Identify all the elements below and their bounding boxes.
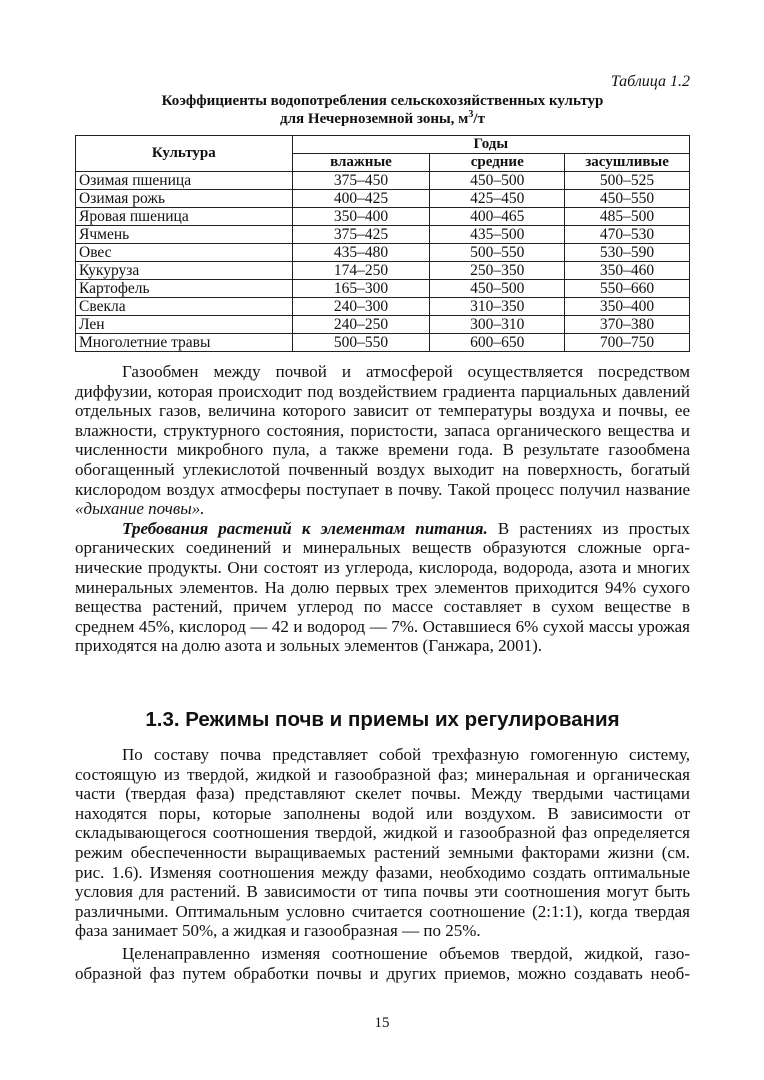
table-title [75, 92, 690, 128]
header-years: Годы [292, 136, 689, 154]
table-title-line2: для Нечерноземной зоны, $м^3/т$ [280, 109, 485, 127]
table-row: Яровая пшеница 350–400 400–465 485–500 [76, 208, 690, 226]
header-wet: влажные [292, 154, 430, 172]
header-dry: засушливые [565, 154, 690, 172]
table-row: Многолетние травы 500–550 600–650 700–750 [76, 334, 690, 352]
page-number: 15 [374, 1015, 390, 1031]
paragraph-gas-exchange: Газообмен между почвой и атмосферой осуществляется посредством диффузии, которая происходит под воздействием градиента парциальных давлений отдельных газов, величина которого зависит от температуры воздуха и почвы, ее влажности, структурного состояния, пористости, запаса органического вещества и численности микробного пула, а также времени года. В результате газообмена обогащенный углекислотой почвенный воздух выходит на поверхность, богатый кислородом воздух атмосферы поступает в почву. Такой процесс получил название «дыхание почвы». [75, 362, 690, 519]
header-crop: Культура [76, 136, 293, 172]
paragraph-targeted: Целенаправленно изменяя соотношение объемов твердой, жидкой, газообразной фаз путем обработки почвы и других приемов, можно создавать необ- [75, 943, 690, 983]
water-consumption-table [75, 135, 690, 352]
table-row: Свекла 240–300 310–350 350–400 [76, 298, 690, 316]
table-row: Кукуруза 174–250 250–350 350–460 [76, 262, 690, 280]
table-row: Озимая пшеница 375–450 450–500 500–525 [76, 172, 690, 190]
paragraph-lead-nutrition: Требования растений к элементам питания. [122, 518, 488, 538]
table-title-line1: Коэффициенты водопотребления сельскохозяйственных культур [161, 93, 604, 109]
term-soil-breathing: «дыхание почвы». [75, 499, 205, 519]
table-row: Ячмень 375–425 435–500 470–530 [76, 226, 690, 244]
paragraph-nutrition: Требования растений к элементам питания. В растениях из простых органических соединений и минеральных веществ образуются сложные органические продукты. Они состоят из углерода, кислорода, водорода, азота и многих минеральных элементов. На долю первых трех элементов приходится 94% сухого вещества растений, причем углерод по массе составляет в сухом веществе в среднем 45%, кислород — 42 и водород — 7%. Оставшиеся 6% сухой массы урожая приходятся на долю азота и зольных элементов (Ганжара, 2001). [75, 518, 691, 656]
body-text-upper [75, 362, 690, 656]
section-heading: 1.3. Режимы почв и приемы их регулирования [145, 708, 620, 731]
table-label: Таблица 1.2 [610, 73, 690, 90]
header-average: средние [430, 154, 565, 172]
table-header-row [76, 136, 690, 154]
table-row: Овес 435–480 500–550 530–590 [76, 244, 690, 262]
table-row: Картофель 165–300 450–500 550–660 [76, 280, 690, 298]
table-row: Озимая рожь 400–425 425–450 450–550 [76, 190, 690, 208]
table-row: Лен 240–250 300–310 370–380 [76, 316, 690, 334]
paragraph-composition: По составу почва представляет собой трехфазную гомогенную систему, состоящую из твердой, жидкой и газообразной фаз; минеральная и органическая части (твердая фаза) представляют скелет почвы. Между твердыми частицами находятся поры, которые заполнены водой или воздухом. В зависимости от складывающегося соотношения твердой, жидкой и газообразной фаз определяется режим обеспеченности выращиваемых растений земными факторами жизни (см. рис. 1.6). Изменяя соотношения между фазами, необходимо создать оптимальные условия для растений. В зависимости от типа почвы эти соотношения могут быть различными. Оптимальным условно считается соотношение (2:1:1), когда твердая фаза занимает 50%, а жидкая и газообразная — по 25%. [75, 745, 690, 941]
body-text-lower [75, 745, 690, 983]
